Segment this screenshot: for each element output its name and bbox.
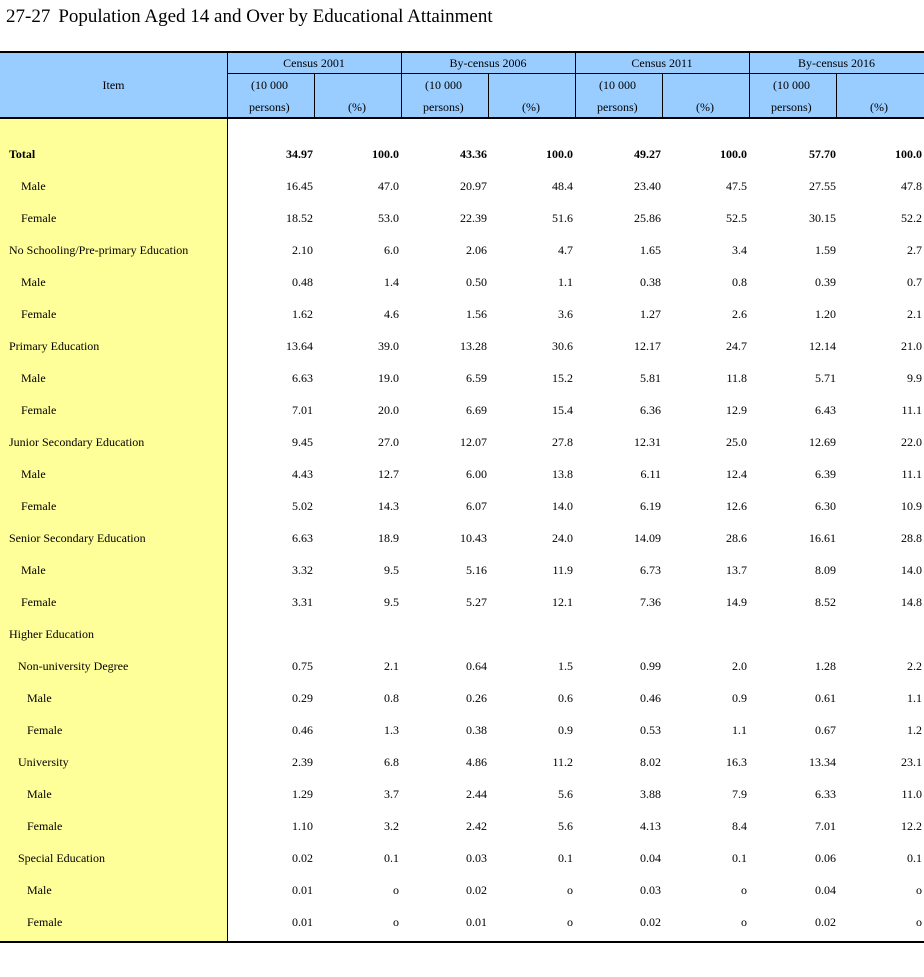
percent-cell: 39.0 xyxy=(378,339,399,353)
percent-cell: 52.2 xyxy=(901,211,922,225)
persons-cell: 12.17 xyxy=(634,339,661,353)
group-header-census-2011: Census 2011 xyxy=(631,56,693,70)
percent-cell: 1.1 xyxy=(907,691,922,705)
percent-cell: 24.7 xyxy=(726,339,747,353)
persons-cell: 43.36 xyxy=(460,147,487,161)
persons-cell: 0.39 xyxy=(815,275,836,289)
percent-cell: 18.9 xyxy=(378,531,399,545)
percent-cell: o xyxy=(393,915,399,929)
persons-cell: 5.71 xyxy=(815,371,836,385)
column-divider xyxy=(314,73,315,117)
group-header-rule xyxy=(227,73,924,74)
percent-cell: 28.6 xyxy=(726,531,747,545)
unit-header: (10 000 xyxy=(251,78,288,92)
persons-cell: 0.04 xyxy=(640,851,661,865)
persons-cell: 57.70 xyxy=(809,147,836,161)
percent-cell: o xyxy=(393,883,399,897)
persons-cell: 12.14 xyxy=(809,339,836,353)
group-header-bycensus-2016: By-census 2016 xyxy=(798,56,875,70)
percent-cell: 11.0 xyxy=(901,787,922,801)
percent-cell: 47.5 xyxy=(726,179,747,193)
persons-cell: 4.43 xyxy=(292,467,313,481)
persons-cell: 6.19 xyxy=(640,499,661,513)
persons-cell: 13.34 xyxy=(809,755,836,769)
data-table xyxy=(0,51,924,943)
persons-cell: 5.81 xyxy=(640,371,661,385)
row-label: Female xyxy=(21,307,57,321)
persons-cell: 0.99 xyxy=(640,659,661,673)
persons-cell: 6.39 xyxy=(815,467,836,481)
percent-cell: 100.0 xyxy=(546,147,573,161)
percent-cell: 1.1 xyxy=(558,275,573,289)
percent-cell: 2.1 xyxy=(384,659,399,673)
percent-cell: 0.8 xyxy=(384,691,399,705)
persons-cell: 12.07 xyxy=(460,435,487,449)
percent-cell: 22.0 xyxy=(901,435,922,449)
persons-cell: 7.01 xyxy=(292,403,313,417)
persons-cell: 7.01 xyxy=(815,819,836,833)
table-row xyxy=(0,874,924,906)
percent-cell: 1.3 xyxy=(384,723,399,737)
percent-cell: 0.1 xyxy=(384,851,399,865)
column-divider xyxy=(836,73,837,117)
persons-cell: 10.43 xyxy=(460,531,487,545)
table-row xyxy=(0,266,924,298)
persons-cell: 2.42 xyxy=(466,819,487,833)
row-label: Female xyxy=(21,595,57,609)
persons-cell: 2.39 xyxy=(292,755,313,769)
percent-cell: 13.8 xyxy=(552,467,573,481)
percent-cell: 14.0 xyxy=(901,563,922,577)
percent-cell: 11.2 xyxy=(552,755,573,769)
row-label: Male xyxy=(27,691,52,705)
persons-cell: 3.31 xyxy=(292,595,313,609)
percent-cell: 28.8 xyxy=(901,531,922,545)
persons-cell: 6.30 xyxy=(815,499,836,513)
persons-cell: 7.36 xyxy=(640,595,661,609)
persons-cell: 0.04 xyxy=(815,883,836,897)
persons-cell: 0.46 xyxy=(640,691,661,705)
persons-cell: 3.88 xyxy=(640,787,661,801)
percent-cell: 53.0 xyxy=(378,211,399,225)
percent-cell: 15.4 xyxy=(552,403,573,417)
percent-cell: 11.8 xyxy=(726,371,747,385)
table-row xyxy=(0,650,924,682)
persons-cell: 25.86 xyxy=(634,211,661,225)
persons-cell: 0.75 xyxy=(292,659,313,673)
percent-cell: 7.9 xyxy=(732,787,747,801)
percent-cell: o xyxy=(916,883,922,897)
percent-cell: o xyxy=(567,915,573,929)
persons-cell: 4.86 xyxy=(466,755,487,769)
percent-cell: 11.1 xyxy=(901,403,922,417)
row-label: Higher Education xyxy=(9,627,94,641)
percent-cell: 9.9 xyxy=(907,371,922,385)
persons-cell: 0.61 xyxy=(815,691,836,705)
percent-cell: 14.9 xyxy=(726,595,747,609)
percent-cell: 100.0 xyxy=(372,147,399,161)
percent-header: (%) xyxy=(696,100,714,114)
persons-cell: 0.01 xyxy=(292,883,313,897)
percent-cell: 52.5 xyxy=(726,211,747,225)
persons-cell: 0.38 xyxy=(466,723,487,737)
row-label: Female xyxy=(21,211,57,225)
persons-cell: 5.27 xyxy=(466,595,487,609)
table-row xyxy=(0,682,924,714)
row-label: Female xyxy=(27,915,63,929)
persons-cell: 0.29 xyxy=(292,691,313,705)
percent-cell: 47.8 xyxy=(901,179,922,193)
percent-cell: 1.1 xyxy=(732,723,747,737)
percent-cell: 25.0 xyxy=(726,435,747,449)
table-number: 27-27 xyxy=(6,6,51,27)
percent-cell: 4.7 xyxy=(558,243,573,257)
percent-header: (%) xyxy=(348,100,366,114)
percent-cell: 0.7 xyxy=(907,275,922,289)
persons-cell: 16.45 xyxy=(286,179,313,193)
percent-cell: 21.0 xyxy=(901,339,922,353)
persons-cell: 6.73 xyxy=(640,563,661,577)
unit-header: (10 000 xyxy=(773,78,810,92)
persons-cell: 49.27 xyxy=(634,147,661,161)
table-row xyxy=(0,426,924,458)
row-label: Female xyxy=(21,499,57,513)
row-label: Junior Secondary Education xyxy=(9,435,145,449)
persons-cell: 1.27 xyxy=(640,307,661,321)
percent-cell: 12.7 xyxy=(378,467,399,481)
percent-cell: 0.9 xyxy=(732,691,747,705)
unit-header: persons) xyxy=(423,100,464,114)
persons-cell: 0.02 xyxy=(640,915,661,929)
persons-cell: 1.59 xyxy=(815,243,836,257)
table-row xyxy=(0,458,924,490)
percent-cell: 0.9 xyxy=(558,723,573,737)
persons-cell: 0.67 xyxy=(815,723,836,737)
persons-cell: 23.40 xyxy=(634,179,661,193)
percent-cell: 12.2 xyxy=(901,819,922,833)
persons-cell: 2.10 xyxy=(292,243,313,257)
percent-cell: 24.0 xyxy=(552,531,573,545)
table-row xyxy=(0,330,924,362)
persons-cell: 3.32 xyxy=(292,563,313,577)
persons-cell: 0.02 xyxy=(466,883,487,897)
persons-cell: 8.52 xyxy=(815,595,836,609)
percent-cell: 3.7 xyxy=(384,787,399,801)
table-row xyxy=(0,810,924,842)
percent-cell: 20.0 xyxy=(378,403,399,417)
percent-cell: 1.4 xyxy=(384,275,399,289)
table-row xyxy=(0,170,924,202)
persons-cell: 12.31 xyxy=(634,435,661,449)
persons-cell: 0.02 xyxy=(292,851,313,865)
column-divider xyxy=(488,73,489,117)
percent-cell: 2.7 xyxy=(907,243,922,257)
table-row xyxy=(0,746,924,778)
persons-cell: 0.53 xyxy=(640,723,661,737)
percent-cell: 11.9 xyxy=(552,563,573,577)
persons-cell: 6.69 xyxy=(466,403,487,417)
percent-cell: 23.1 xyxy=(901,755,922,769)
row-label: Female xyxy=(21,403,57,417)
persons-cell: 0.06 xyxy=(815,851,836,865)
row-label: Male xyxy=(21,371,46,385)
persons-cell: 8.02 xyxy=(640,755,661,769)
persons-cell: 6.63 xyxy=(292,371,313,385)
persons-cell: 1.62 xyxy=(292,307,313,321)
persons-cell: 6.00 xyxy=(466,467,487,481)
percent-cell: 14.0 xyxy=(552,499,573,513)
persons-cell: 1.56 xyxy=(466,307,487,321)
percent-cell: 0.1 xyxy=(907,851,922,865)
percent-cell: 27.0 xyxy=(378,435,399,449)
table-body xyxy=(0,138,924,938)
table-row xyxy=(0,586,924,618)
percent-cell: 10.9 xyxy=(901,499,922,513)
percent-cell: 0.1 xyxy=(558,851,573,865)
percent-cell: 3.4 xyxy=(732,243,747,257)
table-title: Population Aged 14 and Over by Educational Attainment xyxy=(58,6,493,27)
percent-cell: 30.6 xyxy=(552,339,573,353)
percent-cell: 1.2 xyxy=(907,723,922,737)
persons-cell: 0.38 xyxy=(640,275,661,289)
persons-cell: 18.52 xyxy=(286,211,313,225)
persons-cell: 0.01 xyxy=(292,915,313,929)
persons-cell: 5.02 xyxy=(292,499,313,513)
row-label: Male xyxy=(27,883,52,897)
percent-cell: 9.5 xyxy=(384,563,399,577)
persons-cell: 1.29 xyxy=(292,787,313,801)
item-header: Item xyxy=(102,78,125,92)
row-label: Special Education xyxy=(18,851,105,865)
percent-cell: o xyxy=(916,915,922,929)
persons-cell: 8.09 xyxy=(815,563,836,577)
percent-cell: o xyxy=(741,915,747,929)
percent-cell: 6.0 xyxy=(384,243,399,257)
persons-cell: 16.61 xyxy=(809,531,836,545)
persons-cell: 5.16 xyxy=(466,563,487,577)
percent-cell: 6.8 xyxy=(384,755,399,769)
persons-cell: 6.43 xyxy=(815,403,836,417)
table-row xyxy=(0,298,924,330)
percent-cell: 100.0 xyxy=(895,147,922,161)
row-label: Senior Secondary Education xyxy=(9,531,146,545)
unit-header: persons) xyxy=(249,100,290,114)
persons-cell: 6.11 xyxy=(640,467,661,481)
percent-cell: 3.6 xyxy=(558,307,573,321)
table-row xyxy=(0,554,924,586)
unit-header: persons) xyxy=(597,100,638,114)
table-row xyxy=(0,714,924,746)
percent-cell: 11.1 xyxy=(901,467,922,481)
percent-cell: 5.6 xyxy=(558,819,573,833)
percent-cell: 13.7 xyxy=(726,563,747,577)
table-row xyxy=(0,522,924,554)
persons-cell: 1.65 xyxy=(640,243,661,257)
persons-cell: 6.33 xyxy=(815,787,836,801)
table-row xyxy=(0,138,924,170)
percent-cell: 2.2 xyxy=(907,659,922,673)
persons-cell: 1.28 xyxy=(815,659,836,673)
percent-cell: 12.6 xyxy=(726,499,747,513)
row-label: Non-university Degree xyxy=(18,659,129,673)
percent-cell: 48.4 xyxy=(552,179,573,193)
percent-cell: 14.8 xyxy=(901,595,922,609)
persons-cell: 12.69 xyxy=(809,435,836,449)
row-label: University xyxy=(18,755,69,769)
table-bottom-rule xyxy=(0,941,924,943)
persons-cell: 6.63 xyxy=(292,531,313,545)
persons-cell: 6.07 xyxy=(466,499,487,513)
percent-cell: 12.4 xyxy=(726,467,747,481)
unit-header: persons) xyxy=(771,100,812,114)
group-header-census-2001: Census 2001 xyxy=(283,56,345,70)
row-label: Female xyxy=(27,723,63,737)
persons-cell: 0.01 xyxy=(466,915,487,929)
persons-cell: 14.09 xyxy=(634,531,661,545)
persons-cell: 0.64 xyxy=(466,659,487,673)
persons-cell: 34.97 xyxy=(286,147,313,161)
percent-cell: 0.1 xyxy=(732,851,747,865)
percent-cell: 27.8 xyxy=(552,435,573,449)
percent-cell: 2.6 xyxy=(732,307,747,321)
table-row xyxy=(0,394,924,426)
persons-cell: 13.64 xyxy=(286,339,313,353)
percent-cell: 5.6 xyxy=(558,787,573,801)
percent-cell: 0.6 xyxy=(558,691,573,705)
table-row xyxy=(0,618,924,650)
percent-cell: 51.6 xyxy=(552,211,573,225)
percent-cell: 2.1 xyxy=(907,307,922,321)
page-title xyxy=(6,6,493,28)
percent-cell: 3.2 xyxy=(384,819,399,833)
unit-header: (10 000 xyxy=(425,78,462,92)
persons-cell: 2.44 xyxy=(466,787,487,801)
column-divider xyxy=(662,73,663,117)
percent-header: (%) xyxy=(870,100,888,114)
persons-cell: 0.48 xyxy=(292,275,313,289)
persons-cell: 4.13 xyxy=(640,819,661,833)
table-row xyxy=(0,778,924,810)
persons-cell: 0.50 xyxy=(466,275,487,289)
percent-cell: 19.0 xyxy=(378,371,399,385)
persons-cell: 6.59 xyxy=(466,371,487,385)
percent-cell: 0.8 xyxy=(732,275,747,289)
table-row xyxy=(0,490,924,522)
persons-cell: 9.45 xyxy=(292,435,313,449)
table-row xyxy=(0,234,924,266)
row-label: Male xyxy=(21,275,46,289)
row-label: Male xyxy=(27,787,52,801)
persons-cell: 0.03 xyxy=(466,851,487,865)
persons-cell: 30.15 xyxy=(809,211,836,225)
percent-cell: 14.3 xyxy=(378,499,399,513)
persons-cell: 0.03 xyxy=(640,883,661,897)
persons-cell: 13.28 xyxy=(460,339,487,353)
row-label: Total xyxy=(9,147,36,161)
unit-header: (10 000 xyxy=(599,78,636,92)
row-label: Female xyxy=(27,819,63,833)
persons-cell: 27.55 xyxy=(809,179,836,193)
row-label: Male xyxy=(21,467,46,481)
percent-cell: 4.6 xyxy=(384,307,399,321)
percent-cell: 15.2 xyxy=(552,371,573,385)
row-label: No Schooling/Pre-primary Education xyxy=(9,243,189,257)
row-label: Male xyxy=(21,179,46,193)
percent-cell: o xyxy=(741,883,747,897)
row-label: Male xyxy=(21,563,46,577)
persons-cell: 0.02 xyxy=(815,915,836,929)
table-top-rule xyxy=(0,51,924,53)
table-row xyxy=(0,842,924,874)
table-row xyxy=(0,906,924,938)
persons-cell: 0.46 xyxy=(292,723,313,737)
percent-cell: 16.3 xyxy=(726,755,747,769)
percent-cell: 47.0 xyxy=(378,179,399,193)
percent-cell: 2.0 xyxy=(732,659,747,673)
persons-cell: 1.20 xyxy=(815,307,836,321)
table-row xyxy=(0,202,924,234)
percent-header: (%) xyxy=(522,100,540,114)
percent-cell: 12.9 xyxy=(726,403,747,417)
group-header-bycensus-2006: By-census 2006 xyxy=(449,56,527,70)
persons-cell: 0.26 xyxy=(466,691,487,705)
persons-cell: 6.36 xyxy=(640,403,661,417)
percent-cell: 1.5 xyxy=(558,659,573,673)
persons-cell: 2.06 xyxy=(466,243,487,257)
table-row xyxy=(0,362,924,394)
persons-cell: 1.10 xyxy=(292,819,313,833)
persons-cell: 20.97 xyxy=(460,179,487,193)
percent-cell: 9.5 xyxy=(384,595,399,609)
row-label: Primary Education xyxy=(9,339,100,353)
percent-cell: 8.4 xyxy=(732,819,747,833)
percent-cell: 100.0 xyxy=(720,147,747,161)
percent-cell: 12.1 xyxy=(552,595,573,609)
header-bottom-rule xyxy=(0,117,924,119)
percent-cell: o xyxy=(567,883,573,897)
persons-cell: 22.39 xyxy=(460,211,487,225)
